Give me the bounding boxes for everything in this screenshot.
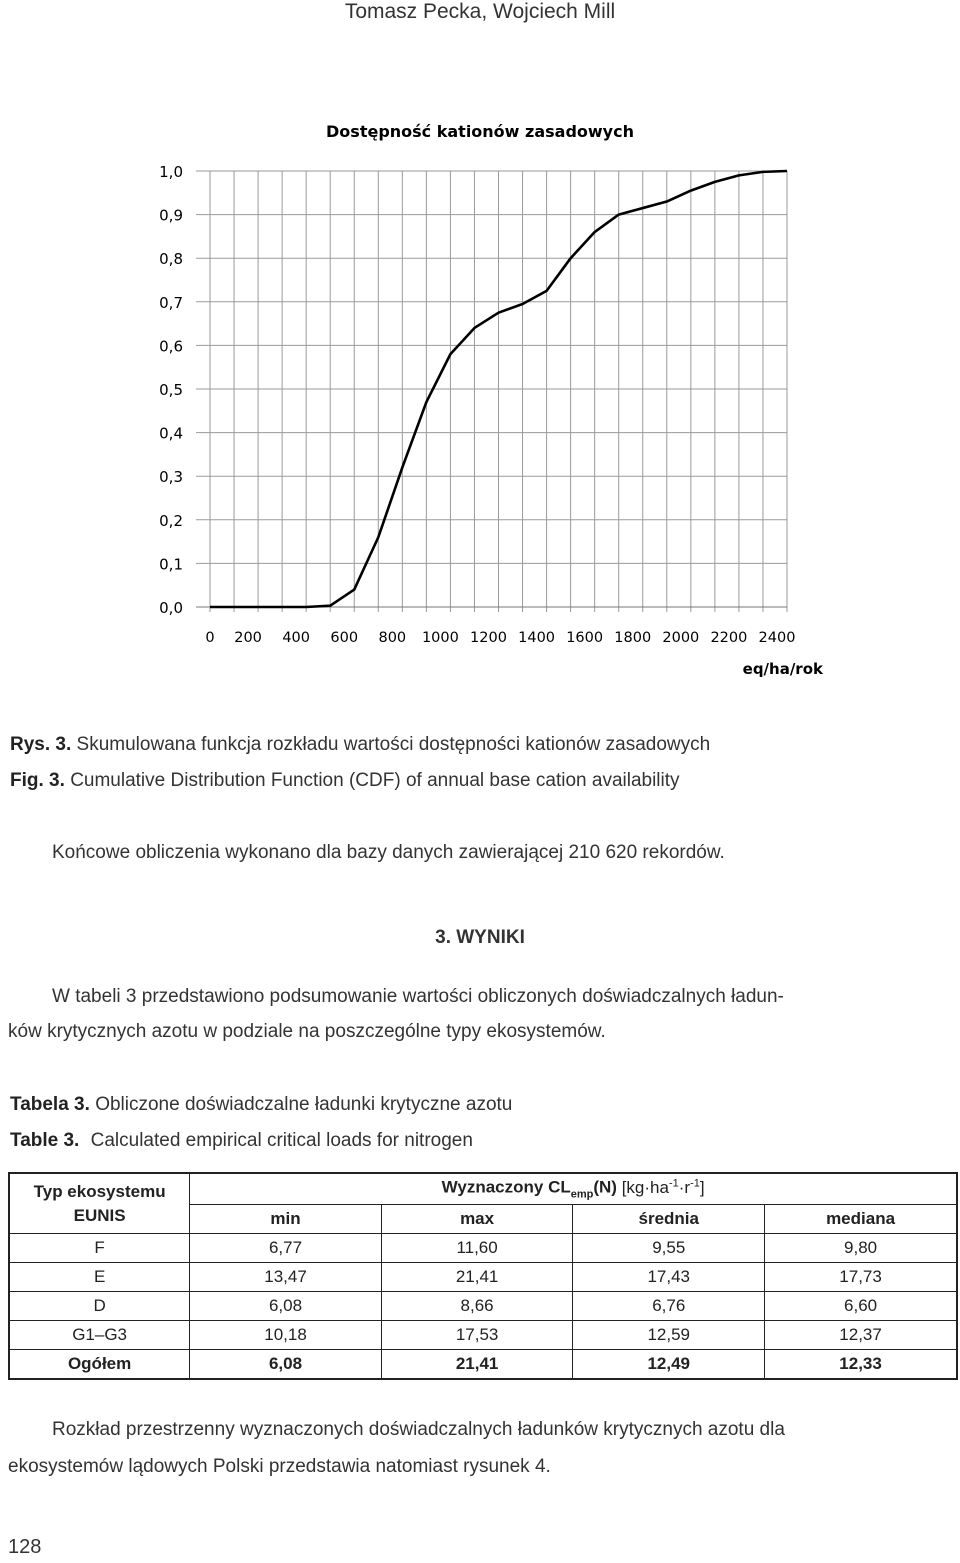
figure-text-en: Cumulative Distribution Function (CDF) of annual base cation availability	[70, 770, 680, 791]
table-caption-pl	[10, 1094, 512, 1116]
table-caption-en	[10, 1130, 473, 1152]
cell-median: 6,60	[765, 1292, 957, 1321]
header-group-sub: emp	[570, 1188, 594, 1201]
paragraph-spatial-line1: Rozkład przestrzenny wyznaczonych doświadczalnych ładunków krytycznych azotu dla	[52, 1419, 785, 1440]
x-tick-label: 600	[330, 630, 359, 646]
x-tick-label: 200	[234, 630, 262, 646]
cell-total-min: 6,08	[190, 1350, 382, 1380]
header-ecosystem-line1: Typ ekosystemu	[33, 1181, 166, 1201]
y-tick-label: 0,4	[159, 424, 183, 443]
cell-total-label: Ogółem	[9, 1350, 190, 1380]
y-tick-label: 0,7	[159, 293, 183, 312]
paragraph-results-line1: W tabeli 3 przedstawiono podsumowanie wartości obliczonych doświadczalnych ładun-	[52, 986, 784, 1007]
header-group-tail: (N)	[593, 1178, 617, 1198]
x-tick-label: 1000	[421, 630, 459, 646]
cell-type: D	[9, 1292, 190, 1321]
cell-mean: 17,43	[573, 1263, 765, 1292]
cell-max: 11,60	[381, 1234, 573, 1263]
figure-label-en: Fig. 3.	[10, 770, 65, 791]
header-group	[190, 1173, 957, 1205]
figure-label-pl: Rys. 3.	[10, 734, 72, 755]
subheader-max: max	[381, 1205, 573, 1234]
y-tick-label: 0,5	[159, 381, 183, 399]
unit-part-b: ·r	[678, 1178, 691, 1198]
x-tick-label: 2400	[758, 630, 796, 646]
header-unit	[622, 1178, 705, 1197]
y-tick-label: 0,2	[159, 511, 183, 530]
section-heading: 3. WYNIKI	[435, 927, 525, 948]
figure-caption-en	[10, 770, 680, 792]
table-row	[9, 1263, 957, 1292]
cell-type: E	[9, 1263, 190, 1292]
cell-max: 21,41	[381, 1263, 573, 1292]
paragraph-spatial-line2: ekosystemów lądowych Polski przedstawia natomiast rysunek 4.	[8, 1456, 551, 1477]
unit-part-c: ]	[699, 1178, 705, 1198]
y-tick-label: 0,1	[159, 555, 183, 574]
unit-exp2: -1	[690, 1177, 700, 1190]
cell-type: F	[9, 1234, 190, 1263]
y-tick-label: 1,0	[159, 163, 183, 181]
cell-mean: 6,76	[573, 1292, 765, 1321]
cell-total-mean: 12,49	[573, 1350, 765, 1380]
y-tick-label: 0,0	[159, 599, 183, 617]
chart-title: Dostępność kationów zasadowych	[326, 122, 634, 141]
figure-caption-pl	[10, 734, 710, 756]
cell-min: 10,18	[190, 1321, 382, 1350]
x-tick-label: 800	[378, 630, 407, 646]
subheader-median: mediana	[765, 1205, 957, 1234]
table-header-row	[9, 1173, 957, 1205]
table-total-row	[9, 1350, 957, 1380]
x-tick-label: 1600	[566, 630, 604, 646]
table-label-pl: Tabela 3.	[10, 1094, 90, 1115]
cell-max: 8,66	[381, 1292, 573, 1321]
cell-min: 6,77	[190, 1234, 382, 1263]
critical-loads-table	[8, 1172, 958, 1380]
cell-median: 12,37	[765, 1321, 957, 1350]
unit-part-a: [kg·ha	[621, 1178, 669, 1198]
y-tick-label: 0,8	[159, 250, 183, 269]
table-text-pl: Obliczone doświadczalne ładunki krytyczne azotu	[95, 1094, 513, 1115]
x-tick-label: 2200	[710, 630, 748, 646]
cell-median: 17,73	[765, 1263, 957, 1292]
subheader-mean: średnia	[573, 1205, 765, 1234]
table-text-en: Calculated empirical critical loads for nitrogen	[90, 1130, 473, 1151]
x-tick-label: 2000	[662, 630, 700, 646]
cell-max: 17,53	[381, 1321, 573, 1350]
cell-total-median: 12,33	[765, 1350, 957, 1380]
figure-text-pl: Skumulowana funkcja rozkładu wartości dostępności kationów zasadowych	[76, 734, 711, 755]
running-header: Tomasz Pecka, Wojciech Mill	[344, 0, 616, 23]
header-group-title: Wyznaczony CL	[441, 1178, 571, 1198]
cell-total-max: 21,41	[381, 1350, 573, 1380]
unit-exp1: -1	[668, 1177, 679, 1190]
x-tick-label: 1200	[470, 630, 507, 646]
cell-median: 9,80	[765, 1234, 957, 1263]
cell-min: 6,08	[190, 1292, 382, 1321]
table-row	[9, 1292, 957, 1321]
x-tick-label: 400	[282, 630, 311, 646]
subheader-min: min	[190, 1205, 382, 1234]
cdf-chart	[0, 0, 960, 700]
header-ecosystem-line2: EUNIS	[73, 1205, 126, 1225]
y-tick-label: 0,9	[159, 206, 183, 225]
y-tick-label: 0,6	[159, 337, 183, 356]
paragraph-results-line2: ków krytycznych azotu w podziale na poszczególne typy ekosystemów.	[8, 1021, 606, 1042]
paragraph-database: Końcowe obliczenia wykonano dla bazy danych zawierającej 210 620 rekordów.	[52, 842, 725, 863]
y-tick-label: 0,3	[159, 468, 183, 487]
header-ecosystem-type	[9, 1173, 190, 1234]
table-label-en: Table 3.	[10, 1130, 80, 1151]
cell-type: G1–G3	[9, 1321, 190, 1350]
table-row	[9, 1234, 957, 1263]
cell-min: 13,47	[190, 1263, 382, 1292]
x-tick-label: 1800	[614, 630, 652, 646]
x-tick-label: 0	[205, 630, 215, 646]
page-number: 128	[8, 1536, 42, 1558]
cell-mean: 12,59	[573, 1321, 765, 1350]
x-axis-label: eq/ha/rok	[742, 660, 823, 678]
cell-mean: 9,55	[573, 1234, 765, 1263]
x-tick-label: 1400	[518, 630, 556, 646]
table-row	[9, 1321, 957, 1350]
